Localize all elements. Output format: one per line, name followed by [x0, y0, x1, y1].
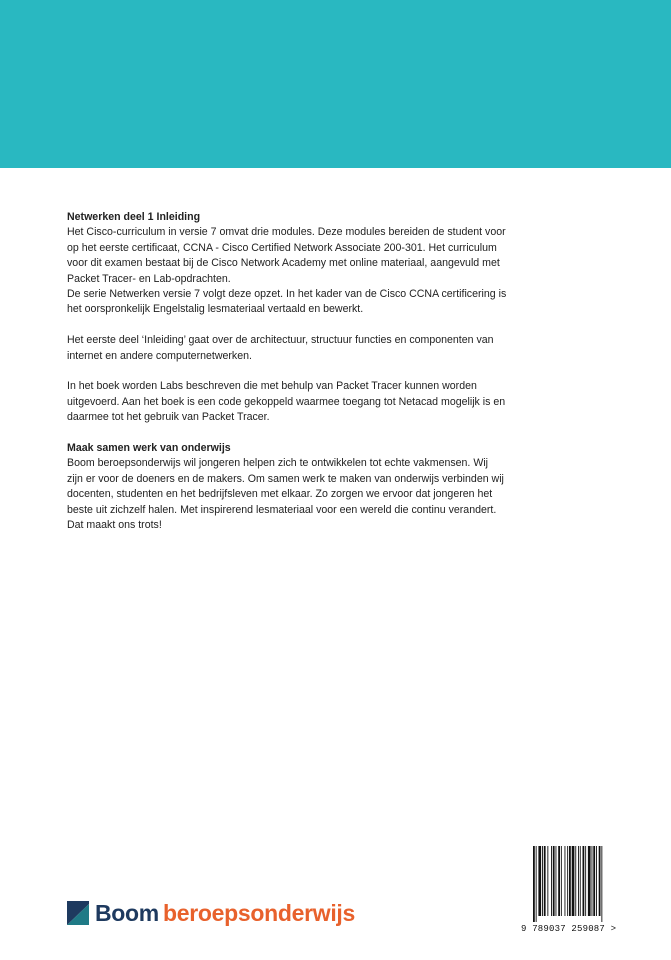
barcode-bar — [561, 846, 562, 916]
para-line: beste uit zichzelf halen. Met inspirerend lesmateriaal voor een wereld die continu verandert. — [67, 503, 497, 516]
para-line: De serie Netwerken versie 7 volgt deze opzet. In het kader van de Cisco CCNA certificering is — [67, 288, 507, 301]
para-line: docenten, studenten en het bedrijfsleven met elkaar. Zo zorgen we ervoor dat jongeren het — [67, 488, 493, 501]
para-line: Boom beroepsonderwijs wil jongeren helpen zich te ontwikkelen tot echte vakmensen. Wij — [67, 457, 489, 470]
boom-logo-mark-icon — [67, 901, 89, 925]
barcode-bar — [583, 846, 585, 916]
section-title-netwerken: Netwerken deel 1 Inleiding — [67, 211, 201, 223]
para-line: Het Cisco-curriculum in versie 7 omvat drie modules. Deze modules bereiden de student voor — [67, 226, 506, 239]
barcode-bar — [572, 846, 575, 916]
section-title-onderwijs: Maak samen werk van onderwijs — [67, 442, 231, 455]
isbn-barcode — [521, 846, 623, 934]
top-color-band — [0, 0, 671, 168]
para-line: Dat maakt ons trots! — [67, 519, 162, 532]
para-line: daarmee tot het gebruik van Packet Tracer. — [67, 411, 270, 424]
barcode-bar — [596, 846, 597, 916]
publisher-logo — [67, 898, 355, 928]
isbn-number: 9 789037 259087 > — [521, 924, 617, 934]
barcode-bar — [551, 846, 552, 916]
barcode-bar — [599, 846, 601, 916]
para-line: voor dit examen bestaat bij de Cisco Network Academy met online materiaal, aangevuld met — [67, 257, 500, 270]
para-line: Het eerste deel ‘Inleiding’ gaat over de architectuur, structuur functies en componenten van — [67, 334, 494, 347]
logo-word-boom: Boom — [95, 899, 159, 926]
barcode-bar — [601, 846, 602, 922]
para-line: op het eerste certificaat, CCNA - Cisco Certified Network Associate 200-301. Het curriculum — [67, 241, 497, 254]
barcode-bar — [556, 846, 557, 916]
barcode-bar — [569, 846, 571, 916]
barcode-bar — [575, 846, 576, 916]
barcode-bar — [538, 846, 541, 916]
barcode-icon — [533, 846, 623, 922]
barcode-bar — [553, 846, 555, 916]
barcode-bar — [567, 846, 568, 916]
barcode-bar — [593, 846, 595, 916]
barcode-bar — [580, 846, 581, 916]
barcode-bar — [558, 846, 560, 916]
para-line: het oorspronkelijk Engelstalig lesmateriaal vertaald en bewerkt. — [67, 303, 364, 316]
barcode-bar — [542, 846, 543, 916]
barcode-bar — [578, 846, 579, 916]
barcode-bar — [536, 846, 537, 922]
barcode-bar — [533, 846, 535, 922]
logo-word-beroepsonderwijs: beroepsonderwijs — [162, 899, 355, 926]
para-line: zijn er voor de doeners en de makers. Om samen werk te maken van onderwijs verbinden wij — [67, 472, 504, 485]
para-line: Packet Tracer- en Lab-opdrachten. — [67, 272, 231, 285]
barcode-bar — [588, 846, 591, 916]
barcode-bar — [585, 846, 586, 916]
barcode-bar — [592, 846, 593, 916]
para-line: internet en andere computernetwerken. — [67, 349, 252, 362]
barcode-bar — [544, 846, 546, 916]
para-line: uitgevoerd. Aan het boek is een code gekoppeld waarmee toegang tot Netacad mogelijk is en — [67, 395, 506, 408]
barcode-bar — [565, 846, 566, 916]
barcode-bar — [547, 846, 548, 916]
para-line: In het boek worden Labs beschreven die met behulp van Packet Tracer kunnen worden — [67, 380, 477, 393]
back-cover-text — [67, 210, 537, 533]
